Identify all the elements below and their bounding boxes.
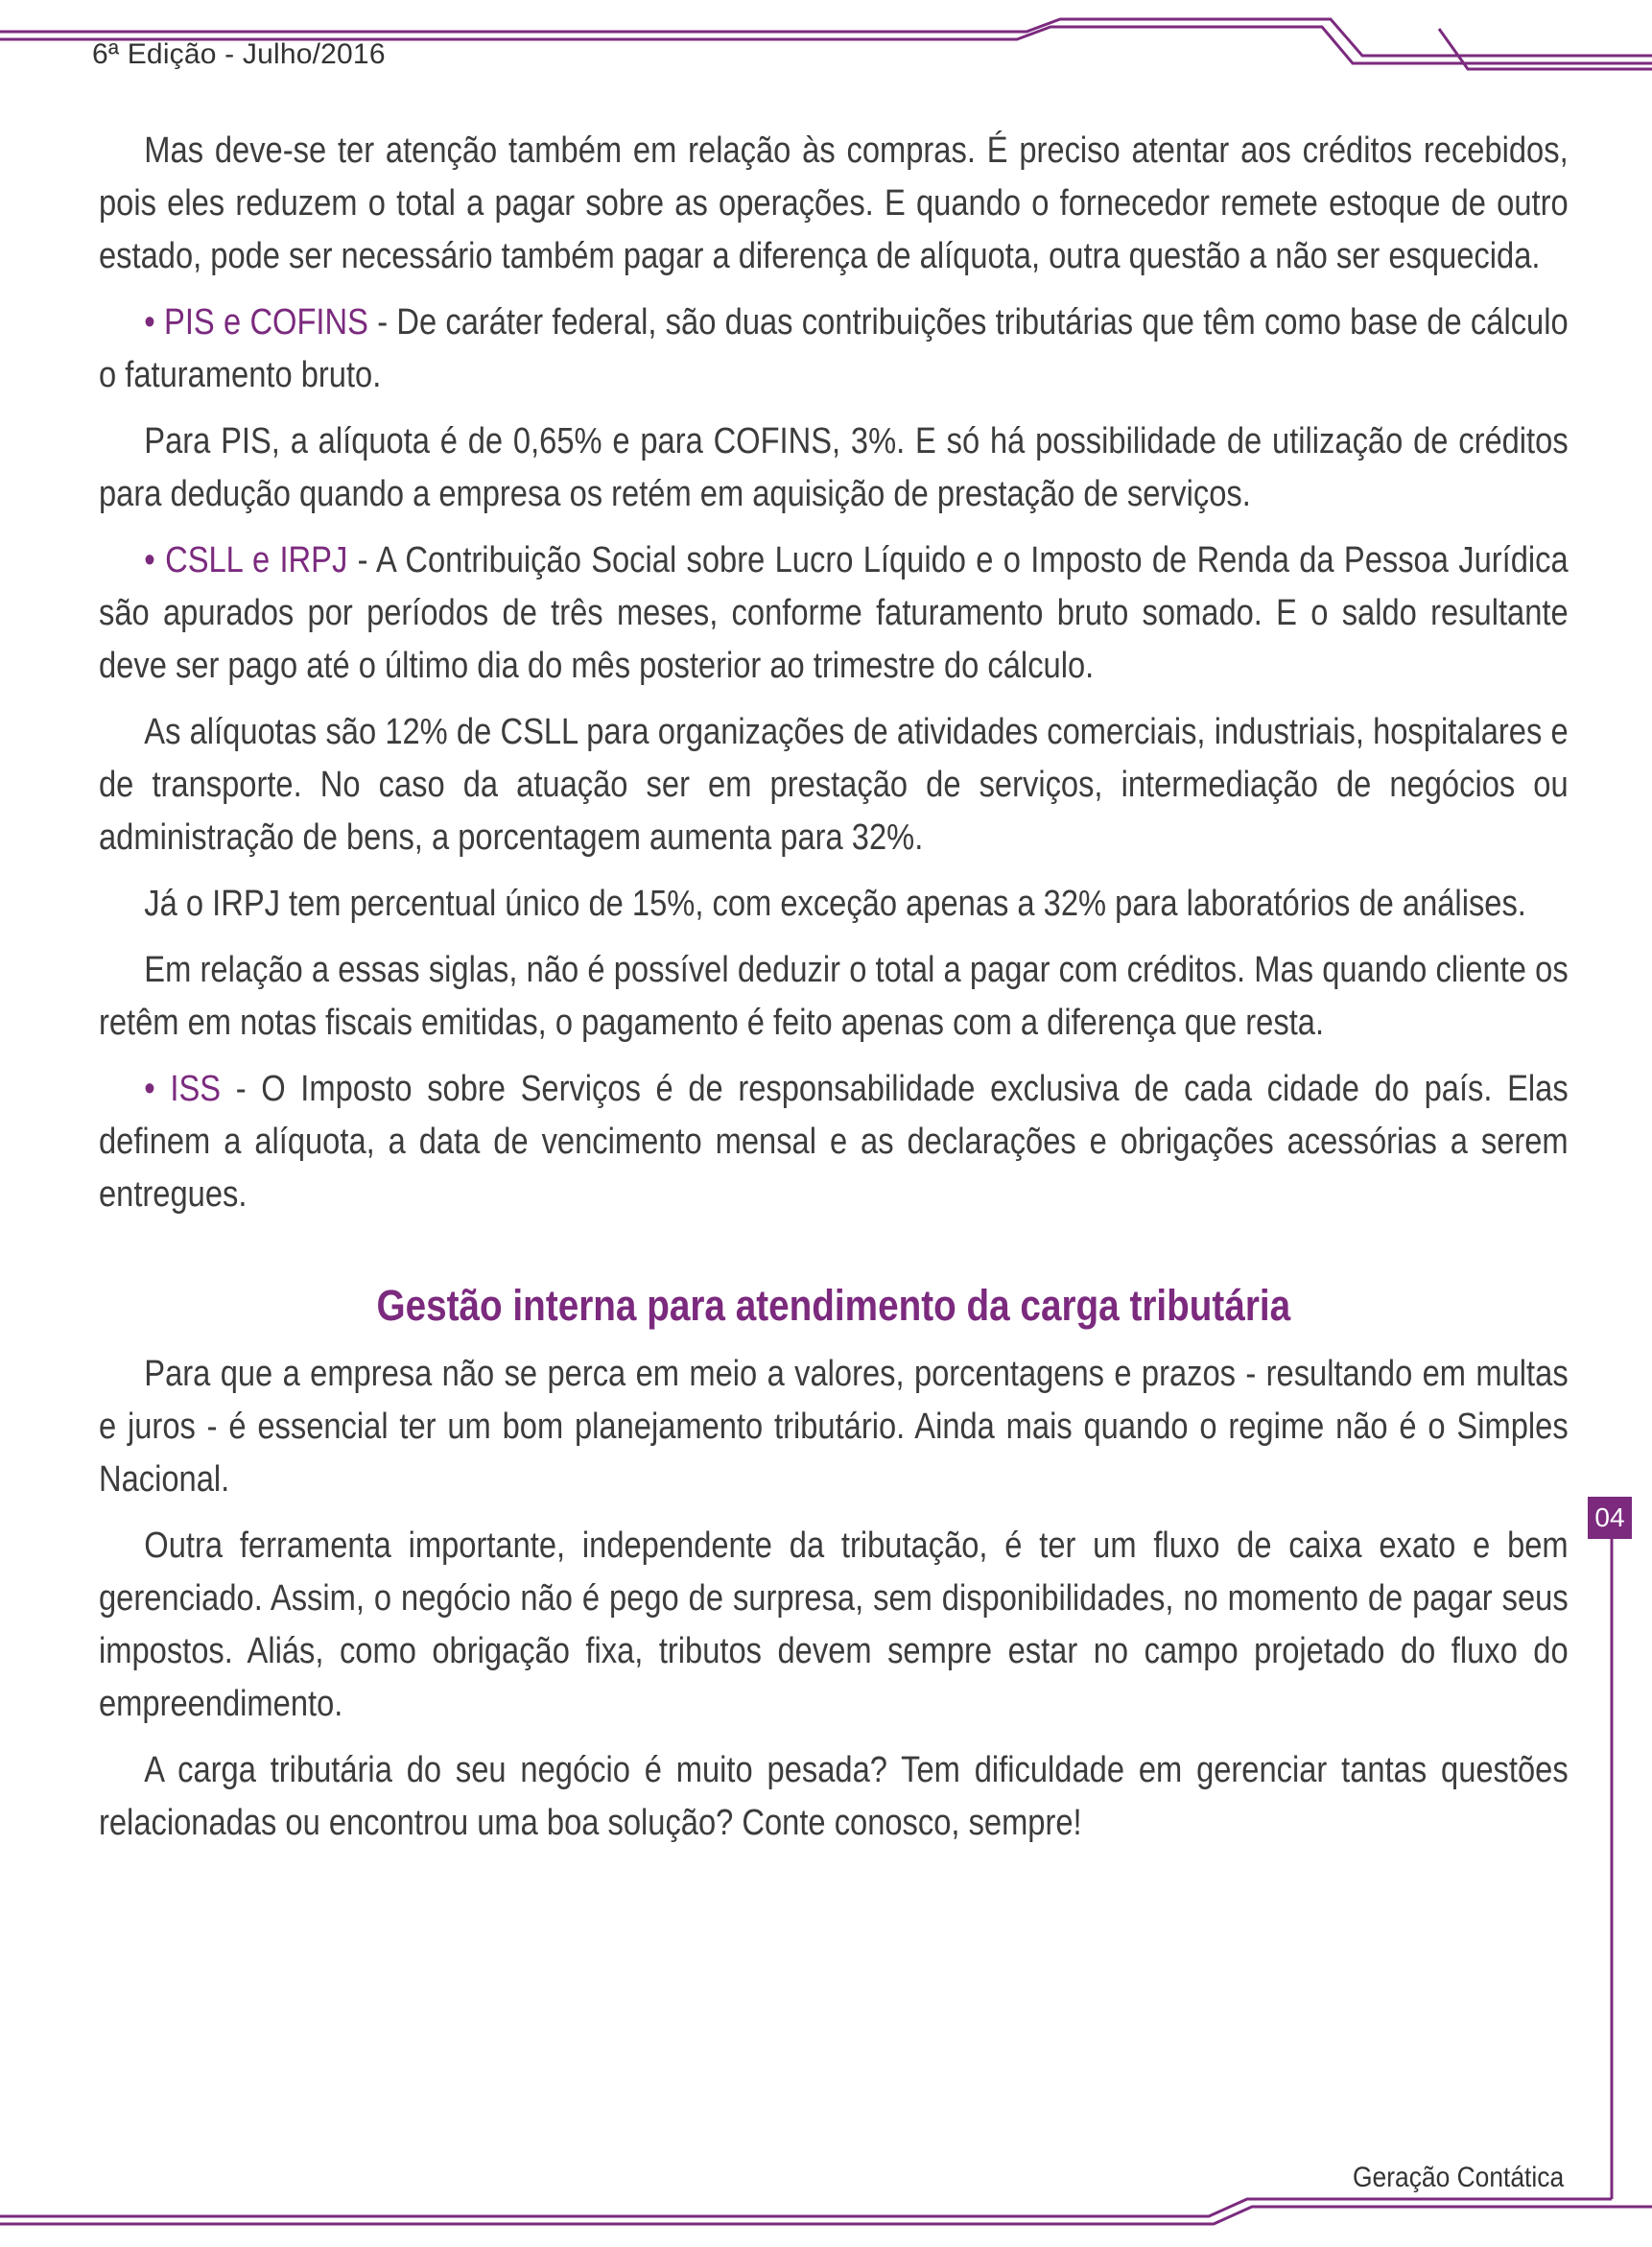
edition-label: 6ª Edição - Julho/2016 — [92, 38, 386, 70]
paragraph: Outra ferramenta importante, independente da tributação, é ter um fluxo de caixa exato e bem gerenciado. Assim, o negócio não é pego de surpresa, sem disponibilidades, no momento de pagar seus impostos. Aliás, como obrigação fixa, tributos devem sempre estar no campo projetado do fluxo do empreendimento. — [99, 1526, 1569, 1724]
article-body — [99, 125, 1569, 1863]
paragraph: As alíquotas são 12% de CSLL para organizações de atividades comerciais, industriais, hospitalares e de transporte. No caso da atuação ser em prestação de serviços, intermediação de negócios ou administração de bens, a porcentagem aumenta para 32%. — [99, 712, 1569, 858]
bullet-icon: • — [144, 540, 155, 580]
paragraph: Para que a empresa não se perca em meio a valores, porcentagens e prazos - resultando em multas e juros - é essencial ter um bom planejamento tributário. Ainda mais quando o regime não é o Simples Nacional. — [99, 1354, 1569, 1500]
bullet-icon: • — [144, 1069, 155, 1109]
paragraph: Já o IRPJ tem percentual único de 15%, com exceção apenas a 32% para laboratórios de análises. — [144, 884, 1526, 924]
paragraph: Em relação a essas siglas, não é possível deduzir o total a pagar com créditos. Mas quando cliente os retêm em notas fiscais emitidas, o pagamento é feito apenas com a diferença que resta. — [99, 950, 1569, 1043]
term-csll-irpj: CSLL e IRPJ — [165, 540, 348, 580]
bullet-text: - O Imposto sobre Serviços é de responsabilidade exclusiva de cada cidade do país. Elas definem a alíquota, a data de vencimento mensal e as declarações e obrigações acessórias a serem entregues. — [99, 1069, 1569, 1215]
page-number: 04 — [1588, 1497, 1632, 1539]
bullet-text: - De caráter federal, são duas contribuições tributárias que têm como base de cálculo o faturamento bruto. — [99, 302, 1569, 395]
bullet-pis-cofins — [99, 296, 1569, 402]
bullet-icon: • — [144, 302, 155, 343]
paragraph: A carga tributária do seu negócio é muito pesada? Tem dificuldade em gerenciar tantas questões relacionadas ou encontrou uma boa solução? Conte conosco, sempre! — [99, 1750, 1569, 1843]
bullet-iss — [99, 1063, 1569, 1221]
paragraph: Para PIS, a alíquota é de 0,65% e para COFINS, 3%. E só há possibilidade de utilização de créditos para dedução quando a empresa os retém em aquisição de prestação de serviços. — [99, 421, 1569, 514]
article-text — [99, 125, 1569, 1850]
paragraph: Mas deve-se ter atenção também em relação às compras. É preciso atentar aos créditos recebidos, pois eles reduzem o total a pagar sobre as operações. E quando o fornecedor remete estoque de outro estado, pode ser necessário também pagar a diferença de alíquota, outra questão a não ser esquecida. — [99, 130, 1569, 276]
footer-brand: Geração Contática — [1352, 2162, 1564, 2193]
term-iss: ISS — [170, 1069, 222, 1109]
bullet-text: - A Contribuição Social sobre Lucro Líquido e o Imposto de Renda da Pessoa Jurídica são apurados por períodos de três meses, conforme faturamento bruto somado. E o saldo resultante deve ser pago até o último dia do mês posterior ao trimestre do cálculo. — [99, 540, 1569, 686]
section-title: Gestão interna para atendimento da carga tributária — [376, 1281, 1291, 1330]
term-pis-cofins: PIS e COFINS — [164, 302, 368, 343]
bullet-csll-irpj — [99, 534, 1569, 693]
